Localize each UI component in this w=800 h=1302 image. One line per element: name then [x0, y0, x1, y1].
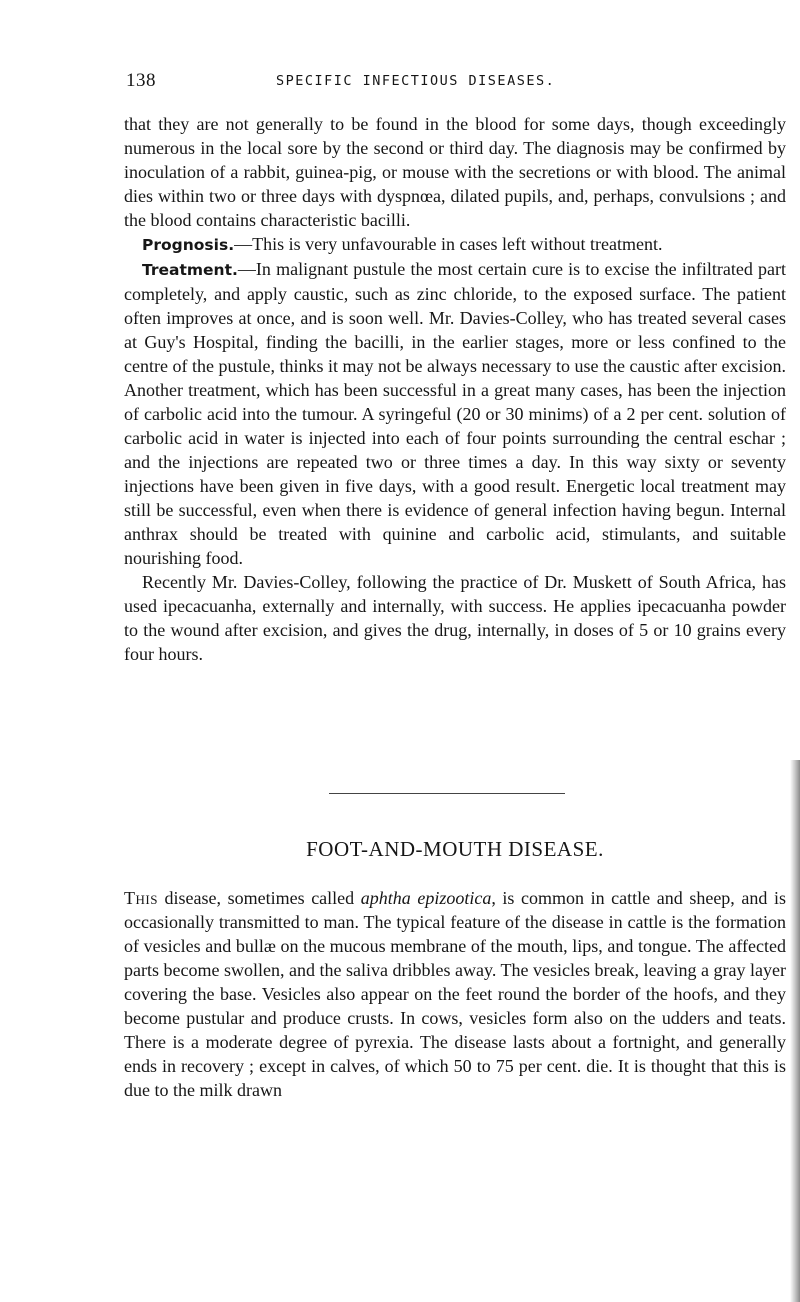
text-part-2: , is common in cattle and sheep, and is occasionally transmitted to man. The typical feature of the disease in cattle is the formation of vesicles and bullæ on the mucous membrane of the mouth, lips, and tongue. The affected parts become swollen, and the saliva dribbles away. The vesicles break, leaving a gray layer covering the base. Vesicles also appear on the feet round the border of the hoofs, and they become pustular and produce crusts. In cows, vesicles form also on the udders and teats. There is a moderate degree of pyrexia. The disease lasts about a fortnight, and generally ends in recovery ; except in calves, of which 50 to 75 per cent. die. It is thought that this is due to the milk drawn [124, 888, 786, 1100]
section-divider [329, 793, 565, 794]
running-title: SPECIFIC INFECTIOUS DISEASES. [276, 73, 556, 89]
treatment-heading: Treatment. [142, 261, 238, 279]
prognosis-heading: Prognosis. [142, 236, 235, 254]
page-number: 138 [126, 70, 156, 91]
main-text [124, 112, 786, 666]
first-word: This [124, 888, 158, 908]
text-part-1: disease, sometimes called [157, 888, 361, 908]
paragraph-foot-and-mouth [124, 886, 786, 1102]
paragraph-ipecacuanha: Recently Mr. Davies-Colley, following the practice of Dr. Muskett of South Africa, has used ipecacuanha, externally and internally, with success. He applies ipecacuanha powder to the wound after excision, and gives the drug, internally, in doses of 5 or 10 grains every four hours. [124, 572, 786, 664]
prognosis-text: —This is very unfavourable in cases left without treatment. [234, 234, 663, 254]
treatment-text: —In malignant pustule the most certain cure is to excise the infiltrated part completely, and apply caustic, such as zinc chloride, to the exposed surface. The patient often improves at once, and is soon well. Mr. Davies-Colley, who has treated several cases at Guy's Hospital, finding the bacilli, in the earlier stages, more or less confined to the centre of the pustule, thinks it may not be always necessary to use the caustic after excision. Another treatment, which has been successful in a great many cases, has been the injection of carbolic acid into the tumour. A syringeful (20 or 30 minims) of a 2 per cent. solution of carbolic acid in water is injected into each of four points surrounding the central eschar ; and the injections are repeated two or three times a day. In this way sixty or seventy injections have been given in five days, with a good result. Energetic local treatment may still be successful, even when there is evidence of general infection having begun. Internal anthrax should be treated with quinine and carbolic acid, stimulants, and suitable nourishing food. [124, 259, 786, 568]
section-heading: FOOT-AND-MOUTH DISEASE. [306, 837, 604, 861]
page-edge-shadow [790, 760, 800, 1302]
latin-term: aphtha epizootica [360, 888, 492, 908]
paragraph-diagnosis: that they are not generally to be found in the blood for some days, though exceedingly numerous in the local sore by the second or third day. The diagnosis may be confirmed by inoculation of a rabbit, guinea-pig, or mouse with the secretions or with blood. The animal dies within two or three days with dyspnœa, dilated pupils, and, perhaps, convulsions ; and the blood contains characteristic bacilli. [124, 114, 786, 230]
section-text [124, 886, 786, 1102]
paragraph-prognosis [124, 232, 786, 257]
page-header [126, 70, 786, 92]
paragraph-treatment [124, 257, 786, 570]
